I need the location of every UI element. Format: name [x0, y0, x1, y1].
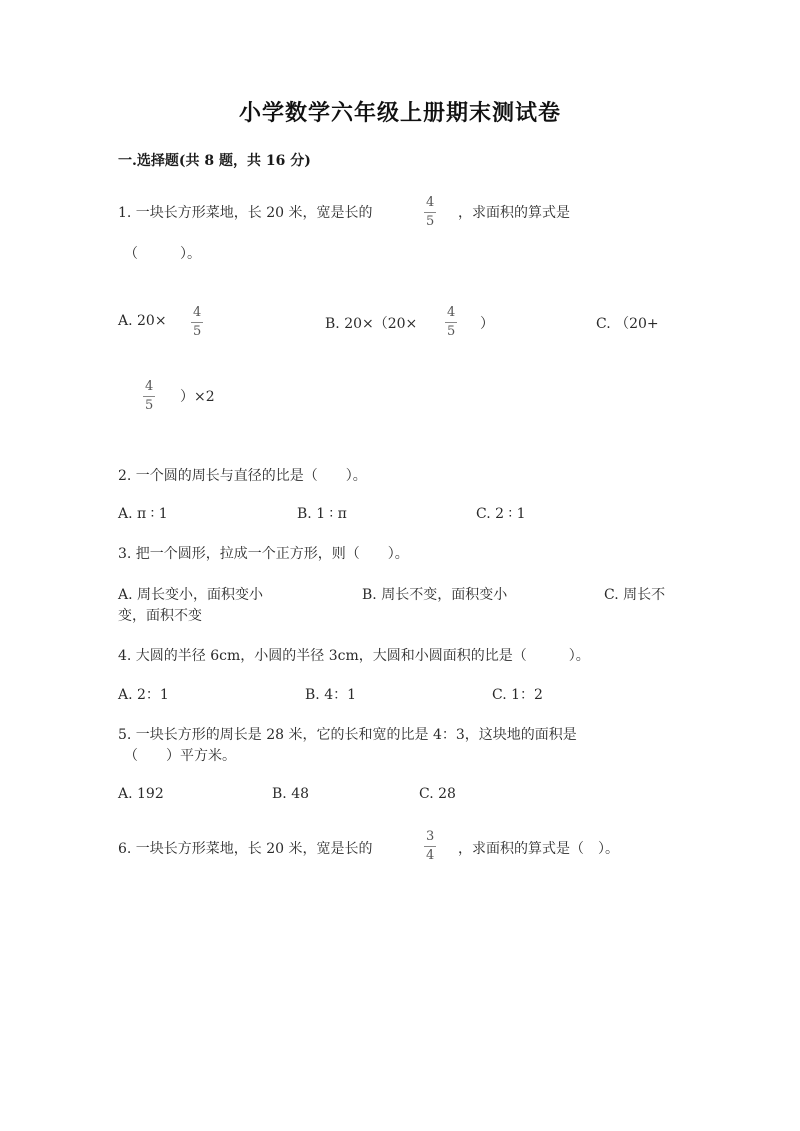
- question-3-text: 3. 把一个圆形，拉成一个正方形，则（ ）。: [118, 546, 409, 562]
- fraction-bar: [143, 396, 155, 397]
- question-3-option-c-continued: 变，面积不变: [118, 608, 202, 624]
- question-5-text: 5. 一块长方形的周长是 28 米，它的长和宽的比是 4：3，这块地的面积是: [118, 727, 577, 743]
- question-1-option-a-fraction: [191, 306, 203, 339]
- fraction-numerator: 3: [426, 829, 435, 844]
- fraction-denominator: 4: [426, 848, 435, 863]
- fraction-numerator: 4: [426, 195, 435, 210]
- question-3-option-a: A. 周长变小，面积变小: [118, 587, 264, 603]
- fraction-bar: [191, 322, 203, 323]
- question-3-option-c: C. 周长不: [604, 587, 666, 603]
- question-6-text-after: ，求面积的算式是（ ）。: [458, 841, 619, 857]
- question-5-option-b: B. 48: [272, 786, 310, 802]
- question-2-option-a: A. π ∶ 1: [118, 506, 168, 522]
- question-1-text-after: ，求面积的算式是: [458, 205, 570, 221]
- question-5-option-c: C. 28: [419, 786, 456, 802]
- question-1-fraction: [424, 196, 436, 229]
- fraction-denominator: 5: [426, 214, 435, 229]
- question-1-option-c-suffix: ）×2: [180, 389, 215, 405]
- question-1-option-a: A. 20×: [118, 313, 167, 329]
- fraction-denominator: 5: [447, 324, 456, 339]
- fraction-bar: [445, 322, 457, 323]
- question-1-text: 1. 一块长方形菜地，长 20 米，宽是长的: [118, 205, 373, 221]
- question-1-option-b: B. 20×（20×: [325, 316, 418, 332]
- fraction-numerator: 4: [193, 305, 202, 320]
- question-4-option-c: C. 1：2: [492, 687, 543, 703]
- question-2-option-b: B. 1 ∶ π: [297, 506, 347, 522]
- question-1-option-c: C. （20+: [596, 316, 659, 332]
- question-1-option-b-fraction: [445, 306, 457, 339]
- question-2-text: 2. 一个圆的周长与直径的比是（ ）。: [118, 468, 367, 484]
- fraction-numerator: 4: [447, 305, 456, 320]
- question-1-blank: （ ）。: [124, 246, 201, 262]
- fraction-denominator: 5: [145, 398, 154, 413]
- question-1-option-c-fraction: [143, 380, 155, 413]
- question-5-option-a: A. 192: [118, 786, 164, 802]
- question-2-option-c: C. 2 ∶ 1: [476, 506, 526, 522]
- fraction-denominator: 5: [193, 324, 202, 339]
- question-6-fraction: [424, 830, 436, 863]
- page-title: 小学数学六年级上册期末测试卷: [238, 100, 561, 126]
- question-4-option-a: A. 2：1: [118, 687, 169, 703]
- question-4-option-b: B. 4：1: [305, 687, 357, 703]
- question-1-option-b-suffix: ）: [480, 316, 494, 332]
- question-5-text-continued: （ ）平方米。: [124, 748, 236, 764]
- question-3-option-b: B. 周长不变，面积变小: [362, 587, 508, 603]
- question-4-text: 4. 大圆的半径 6cm，小圆的半径 3cm，大圆和小圆面积的比是（ ）。: [118, 648, 590, 664]
- fraction-bar: [424, 846, 436, 847]
- fraction-numerator: 4: [145, 379, 154, 394]
- section-heading: 一.选择题(共 8 题，共 16 分): [118, 153, 311, 169]
- fraction-bar: [424, 212, 436, 213]
- question-6-text: 6. 一块长方形菜地，长 20 米，宽是长的: [118, 841, 373, 857]
